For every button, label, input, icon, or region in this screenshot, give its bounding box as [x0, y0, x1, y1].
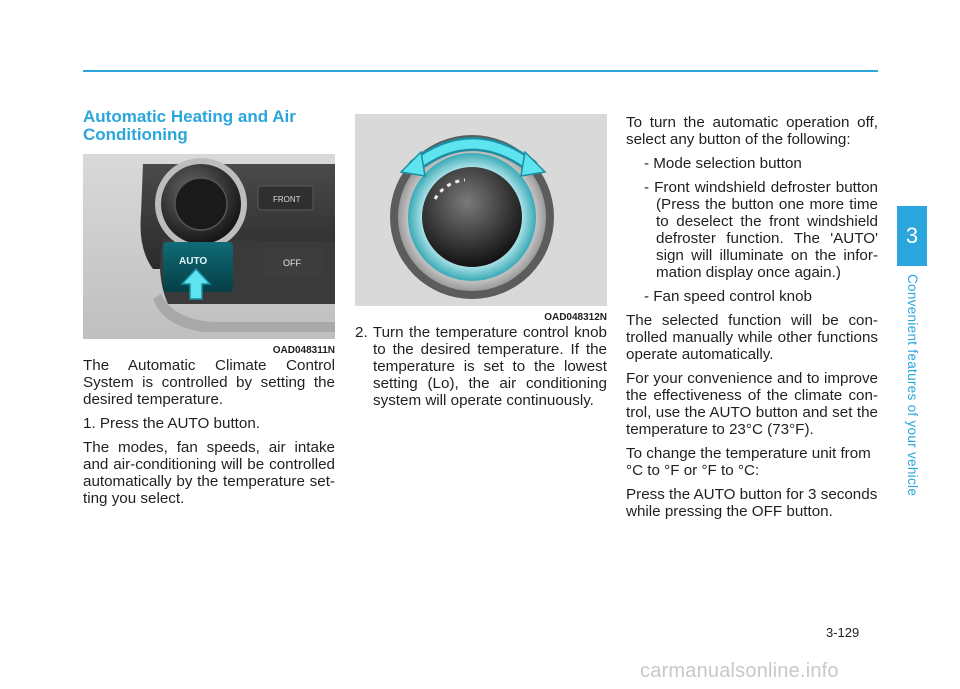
figure-code: OAD048312N: [544, 312, 607, 323]
paragraph: The selected function will be con-trolled manually while other functions operate automatically.: [626, 312, 878, 363]
list-item: - Mode selection button: [644, 155, 802, 172]
figure-temperature-knob: [355, 114, 607, 323]
list-item: - Fan speed control knob: [644, 288, 813, 305]
step-item: 2. Turn the temperature control knob to the desired temperature. If the temperature is set to the lowest setting (Lo), the air conditioning system will operate continuously.: [355, 324, 607, 409]
section-heading: Automatic Heating and Air Conditioning: [83, 107, 296, 144]
paragraph: To turn the automatic operation off, select any button of the following:: [626, 114, 878, 148]
temperature-knob-illustration: [355, 114, 607, 306]
climate-panel-illustration: [83, 154, 335, 339]
paragraph: The Automatic Climate Control System is controlled by setting the desired temperature.: [83, 357, 335, 408]
front-label: FRONT: [273, 195, 301, 204]
column-2: [355, 114, 607, 416]
paragraph: To change the temperature unit from °C to °F or °F to °C:: [626, 445, 871, 479]
paragraph: The modes, fan speeds, air intake and air-conditioning will be controlled automatically by the temperature set-ting you select.: [83, 439, 335, 507]
off-label: OFF: [283, 258, 301, 268]
page-number: 3-129: [826, 625, 860, 640]
column-1: [83, 108, 335, 514]
paragraph: Press the AUTO button for 3 seconds while pressing the OFF button.: [626, 486, 878, 520]
watermark: carmanualsonline.info: [640, 660, 839, 682]
step-item: 1. Press the AUTO button.: [83, 415, 260, 432]
auto-label: AUTO: [179, 256, 208, 267]
chapter-title-text: Convenient features of your vehicle: [905, 274, 920, 497]
figure-auto-button: [83, 154, 335, 356]
column-3: [626, 114, 878, 527]
paragraph: For your convenience and to improve the effectiveness of the climate con-trol, use the AUTO button and set the temperature to 23°C (73°F).: [626, 370, 878, 438]
list-item: - Front windshield defroster button (Press the button one more time to deselect the front windshield defroster function. The 'AUTO' sign will illuminate on the infor-mation display once again.): [644, 179, 878, 281]
chapter-tab: 3: [897, 206, 927, 266]
header-rule: [83, 70, 878, 72]
figure-code: OAD048311N: [272, 345, 335, 356]
